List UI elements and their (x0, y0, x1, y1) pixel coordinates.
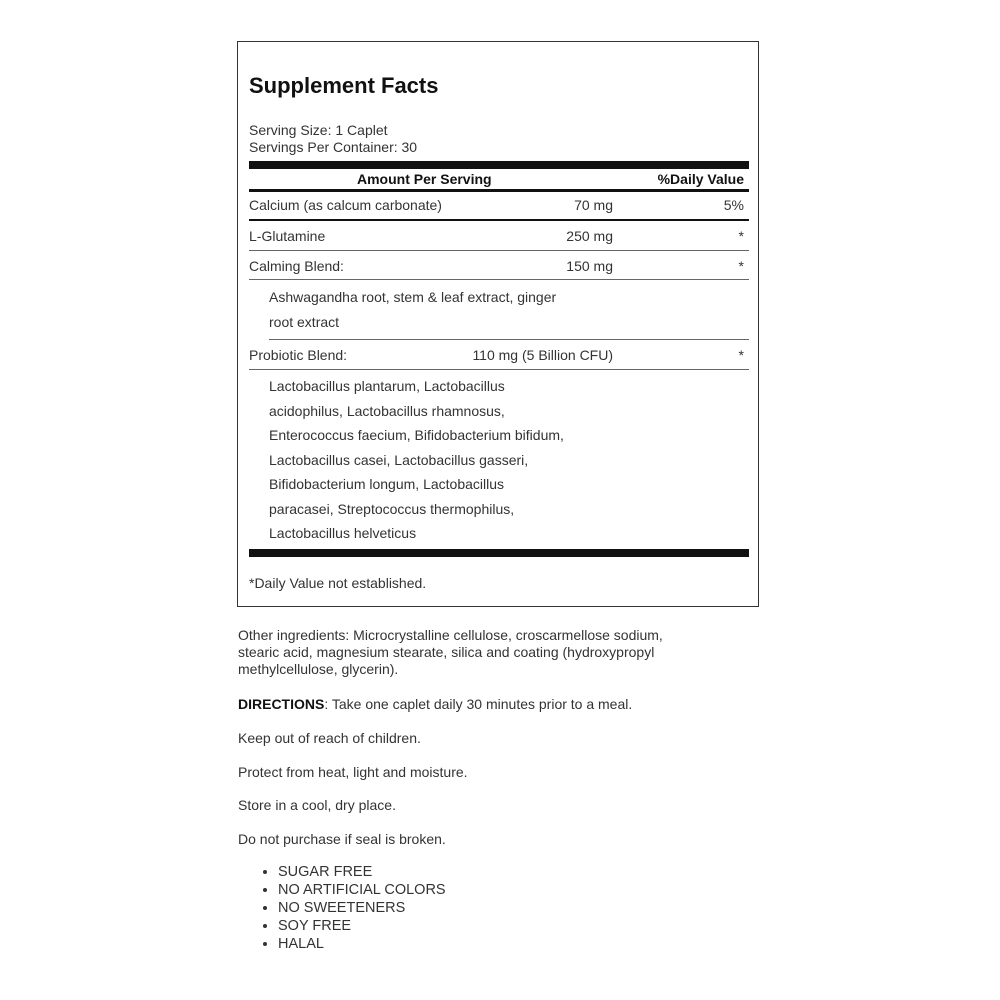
row-divider (269, 339, 749, 340)
warning-seal: Do not purchase if seal is broken. (238, 831, 446, 847)
row-divider (249, 250, 749, 251)
probiotic-sub-line: paracasei, Streptococcus thermophilus, (269, 500, 515, 517)
claim-item: • NO ARTIFICIAL COLORS (278, 881, 446, 899)
probiotic-sub-line: Lactobacillus plantarum, Lactobacillus (269, 378, 505, 394)
header-divider (249, 189, 749, 192)
claim-item: • SUGAR FREE (278, 863, 446, 881)
serving-size: Serving Size: 1 Caplet (249, 122, 388, 138)
claim-item: • HALAL (278, 935, 446, 953)
warning-storage-heat: Protect from heat, light and moisture. (238, 764, 468, 780)
product-claims-list (258, 863, 446, 953)
claim-item: • NO SWEETENERS (278, 899, 446, 917)
row-amount-probiotic-blend: 110 mg (5 Billion CFU) (472, 347, 613, 363)
thick-divider-bottom (249, 549, 749, 557)
warning-storage-dry: Store in a cool, dry place. (238, 797, 396, 813)
thick-divider-top (249, 161, 749, 169)
row-dv-calcium: 5% (723, 197, 744, 213)
probiotic-sub-line: Enterococcus faecium, Bifidobacterium bifidum, (269, 427, 564, 443)
row-dv-glutamine: * (738, 228, 744, 244)
calming-sub-line: root extract (269, 313, 340, 330)
row-divider (249, 369, 749, 370)
other-ingredients (238, 627, 663, 678)
column-amount-header: Amount Per Serving (357, 171, 492, 187)
warning-children: Keep out of reach of children. (238, 730, 421, 746)
other-ingredients-line: methylcellulose, glycerin). (238, 661, 399, 677)
row-amount-calcium: 70 mg (574, 197, 613, 213)
row-divider (249, 279, 749, 280)
row-name-calcium: Calcium (as calcum carbonate) (249, 197, 442, 213)
claim-item: • SOY FREE (278, 917, 446, 935)
directions (238, 696, 632, 713)
calming-sub-line: Ashwagandha root, stem & leaf extract, ginger (269, 289, 557, 305)
probiotic-sub-line: acidophilus, Lactobacillus rhamnosus, (269, 402, 505, 419)
directions-text: : Take one caplet daily 30 minutes prior to a meal. (324, 696, 633, 712)
other-ingredients-line: Other ingredients: Microcrystalline cellulose, croscarmellose sodium, (238, 627, 663, 643)
directions-label: DIRECTIONS (238, 696, 325, 712)
row-dv-probiotic-blend: * (738, 347, 744, 363)
probiotic-sub-line: Bifidobacterium longum, Lactobacillus (269, 476, 505, 492)
calming-blend-ingredients (269, 285, 629, 334)
row-divider (249, 219, 749, 221)
row-dv-calming-blend: * (738, 258, 744, 274)
probiotic-sub-line: Lactobacillus helveticus (269, 525, 417, 541)
row-name-glutamine: L-Glutamine (249, 228, 326, 244)
row-name-calming-blend: Calming Blend: (249, 258, 344, 274)
other-ingredients-line: stearic acid, magnesium stearate, silica and coating (hydroxypropyl (238, 644, 655, 660)
row-amount-glutamine: 250 mg (566, 228, 613, 244)
daily-value-footnote: *Daily Value not established. (249, 575, 427, 591)
panel-title: Supplement Facts (249, 73, 439, 98)
row-name-probiotic-blend: Probiotic Blend: (249, 347, 348, 363)
servings-per-container: Servings Per Container: 30 (249, 139, 418, 155)
probiotic-sub-line: Lactobacillus casei, Lactobacillus gasseri, (269, 451, 529, 468)
row-amount-calming-blend: 150 mg (566, 258, 613, 274)
supplement-facts-panel (237, 41, 759, 607)
probiotic-blend-strains (269, 374, 629, 546)
column-dv-header: %Daily Value (657, 171, 744, 187)
